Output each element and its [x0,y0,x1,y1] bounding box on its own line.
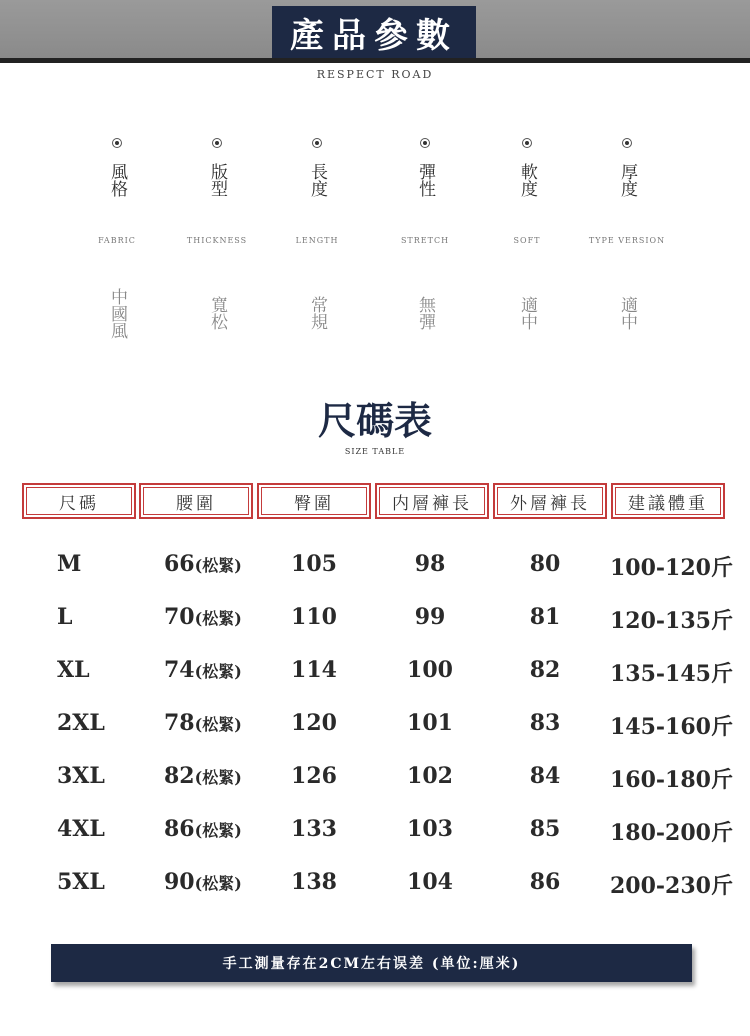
param-value: 適中 [517,296,537,330]
outer-length-cell: 86 [529,869,561,895]
param-column [62,138,172,353]
weight-cell: 100-120斤 [610,555,733,581]
waist-value: 70 [164,604,195,630]
param-value: 寬松 [207,296,227,330]
param-english-label: STRETCH [400,236,450,245]
waist-value: 66 [164,551,195,577]
footer-note: 手工測量存在2CM左右误差 (单位:厘米) [222,956,521,972]
param-name: 厚度 [617,163,637,197]
size-cell: 4XL [57,816,105,842]
param-english-label: SOFT [513,236,541,245]
waist-cell [164,710,242,736]
table-row [0,604,750,644]
waist-value: 74 [164,657,195,683]
size-cell: 3XL [57,763,105,789]
outer-length-cell: 84 [529,763,561,789]
waist-cell [164,604,242,630]
radio-dot-icon [312,138,322,148]
waist-value: 82 [164,763,195,789]
weight-cell: 135-145斤 [610,661,733,687]
hip-cell: 114 [291,657,337,683]
waist-value: 78 [164,710,195,736]
param-value: 中國風 [107,287,127,339]
product-params [0,138,750,348]
param-name: 長度 [307,163,327,197]
param-column [572,138,682,353]
header-divider [0,58,750,63]
header-title-box [272,6,476,58]
table-header-cell: 臀圍 [257,483,371,519]
waist-cell [164,657,242,683]
outer-length-cell: 80 [529,551,561,577]
waist-note: (松緊) [194,874,242,893]
table-row [0,869,750,909]
table-header-cell: 建議體重 [611,483,725,519]
table-row [0,551,750,591]
param-name: 軟度 [517,163,537,197]
outer-length-cell: 83 [529,710,561,736]
inner-length-cell: 103 [407,816,453,842]
table-header-cell: 外層褲長 [493,483,607,519]
param-column [262,138,372,353]
inner-length-cell: 102 [407,763,453,789]
hip-cell: 120 [291,710,337,736]
table-row [0,710,750,750]
weight-cell: 120-135斤 [610,608,733,634]
radio-dot-icon [622,138,632,148]
param-english-label: LENGTH [295,236,339,245]
waist-value: 86 [164,816,195,842]
radio-dot-icon [112,138,122,148]
hip-cell: 110 [291,604,337,630]
radio-dot-icon [212,138,222,148]
outer-length-cell: 85 [529,816,561,842]
param-english-label: FABRIC [98,236,136,245]
weight-cell: 145-160斤 [610,714,733,740]
size-cell: M [57,551,82,577]
param-name: 彈性 [415,163,435,197]
waist-note: (松緊) [194,821,242,840]
weight-cell: 200-230斤 [610,873,733,899]
hip-cell: 126 [291,763,337,789]
waist-note: (松緊) [194,662,242,681]
inner-length-cell: 99 [414,604,446,630]
size-table-title: 尺碼表 [317,398,432,443]
size-cell: L [57,604,73,630]
param-name: 風格 [107,163,127,197]
inner-length-cell: 100 [407,657,453,683]
waist-cell [164,763,242,789]
param-column [370,138,480,353]
size-cell: 2XL [57,710,105,736]
size-cell: XL [57,657,90,683]
hip-cell: 138 [291,869,337,895]
outer-length-cell: 81 [529,604,561,630]
weight-cell: 160-180斤 [610,767,733,793]
inner-length-cell: 101 [407,710,453,736]
table-header-cell: 腰圍 [139,483,253,519]
param-column [162,138,272,353]
waist-note: (松緊) [194,715,242,734]
size-table-subtitle: SIZE TABLE [344,447,406,456]
hip-cell: 133 [291,816,337,842]
footer-note-box [51,944,692,982]
waist-note: (松緊) [194,609,242,628]
waist-cell [164,551,242,577]
weight-cell: 180-200斤 [610,820,733,846]
param-column [472,138,582,353]
table-header-cell: 内層褲長 [375,483,489,519]
waist-value: 90 [164,869,195,895]
size-cell: 5XL [57,869,105,895]
waist-cell [164,869,242,895]
radio-dot-icon [522,138,532,148]
radio-dot-icon [420,138,430,148]
waist-note: (松緊) [194,556,242,575]
param-value: 無彈 [415,296,435,330]
outer-length-cell: 82 [529,657,561,683]
table-row [0,816,750,856]
param-value: 常規 [307,296,327,330]
inner-length-cell: 98 [414,551,446,577]
waist-note: (松緊) [194,768,242,787]
page-subtitle: RESPECT ROAD [316,68,434,81]
param-english-label: TYPE VERSION [588,236,666,245]
page-title: 產品參數 [290,15,458,56]
inner-length-cell: 104 [407,869,453,895]
hip-cell: 105 [291,551,337,577]
param-value: 適中 [617,296,637,330]
table-header-cell: 尺碼 [22,483,136,519]
table-row [0,763,750,803]
param-english-label: THICKNESS [186,236,248,245]
waist-cell [164,816,242,842]
param-name: 版型 [207,163,227,197]
table-row [0,657,750,697]
